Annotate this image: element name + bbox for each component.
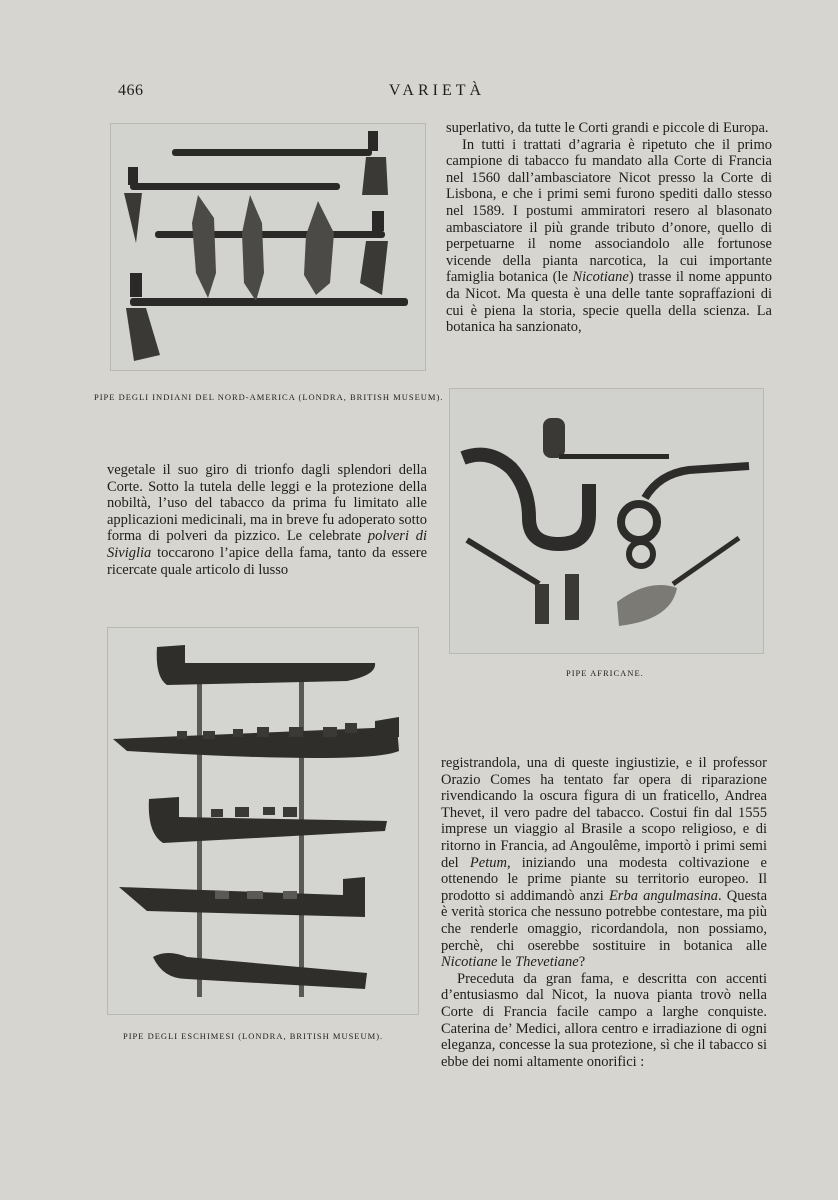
paragraph: vegetale il suo giro di trionfo dagli splendori della Corte. Sotto la tutela delle leggi e la protezione della nobiltà, l’uso del tabacco da prima fu limitato alle applicazioni medicinali, ma in breve fu adoperato sotto forma di polveri da pizzico. Le celebrate polveri di Siviglia toccarono l’apice della fama, tanto da essere ricercate quale articolo di lusso: [107, 462, 427, 578]
paragraph: registrandola, una di queste ingiustizie, e il professor Orazio Comes ha tentato far opera di riparazione rivendicando la oscura figura di un fraticello, Andrea Thevet, il vero padre del tabacco. Costui fin dal 1555 imprese un viaggio al Brasile a scopo religioso, e di ritorno in Francia, ad Angoulême, importò i primi semi del Petum, iniziando una modesta coltivazione e ottenendo le prime piante su territorio europeo. Il prodotto si addimandò anzi Erba angulmasina. Questa è verità storica che nessuno potrebbe contestare, ma più che renderle omaggio, ricordandola, non possiamo, perchè, chi oserebbe sostituire in botanica alle Nicotiane le Thevetiane?: [441, 755, 768, 971]
caption-north-american-pipes: PIPE DEGLI INDIANI DEL NORD-AMERICA (LONDRA, BRITISH MUSEUM).: [94, 392, 444, 402]
page-number: 466: [118, 82, 144, 99]
text-column-top-right: [446, 120, 772, 336]
text-column-mid-left: [107, 462, 427, 578]
photo-african-pipes: [449, 388, 764, 654]
caption-african-pipes: PIPE AFRICANE.: [566, 668, 644, 678]
photo-north-american-pipes: [110, 123, 426, 371]
caption-eskimo-pipes: PIPE DEGLI ESCHIMESI (LONDRA, BRITISH MUSEUM).: [123, 1031, 384, 1041]
text-column-bottom-right: [441, 755, 767, 1070]
paragraph: superlativo, da tutte le Corti grandi e piccole di Europa.: [446, 120, 769, 136]
running-title: VARIETÀ: [388, 82, 486, 99]
photo-eskimo-pipes: [107, 627, 419, 1015]
paragraph: Preceduta da gran fama, e descritta con accenti d’entusiasmo dal Nicot, la nuova pianta trovò nella Corte di Francia facile campo a larghe conquiste. Caterina de’ Medici, allora centro e irradiazione di ogni eleganza, concesse la sua protezione, sì che il tabacco si ebbe dei nomi altamente onorifici :: [441, 970, 767, 1070]
paragraph: In tutti i trattati d’agraria è ripetuto che il primo campione di tabacco fu mandato alla Corte di Francia nel 1560 dall’ambasciatore Nicot presso la Corte di Lisbona, e che i primi semi furono spediti dallo stesso nel 1589. I postumi ammiratori resero al blasonato ambasciatore il più grande tributo d’onore, quello di perpetuarne il nome associandolo alle fortunose vicende della pianta narcotica, la cui importante famiglia botanica (le Nicotiane) trasse il nome appunto da Nicot. Ma questa è una delle tante sopraffazioni di cui è piena la storia, specie quella della scienza. La botanica ha sanzionato,: [446, 136, 772, 336]
